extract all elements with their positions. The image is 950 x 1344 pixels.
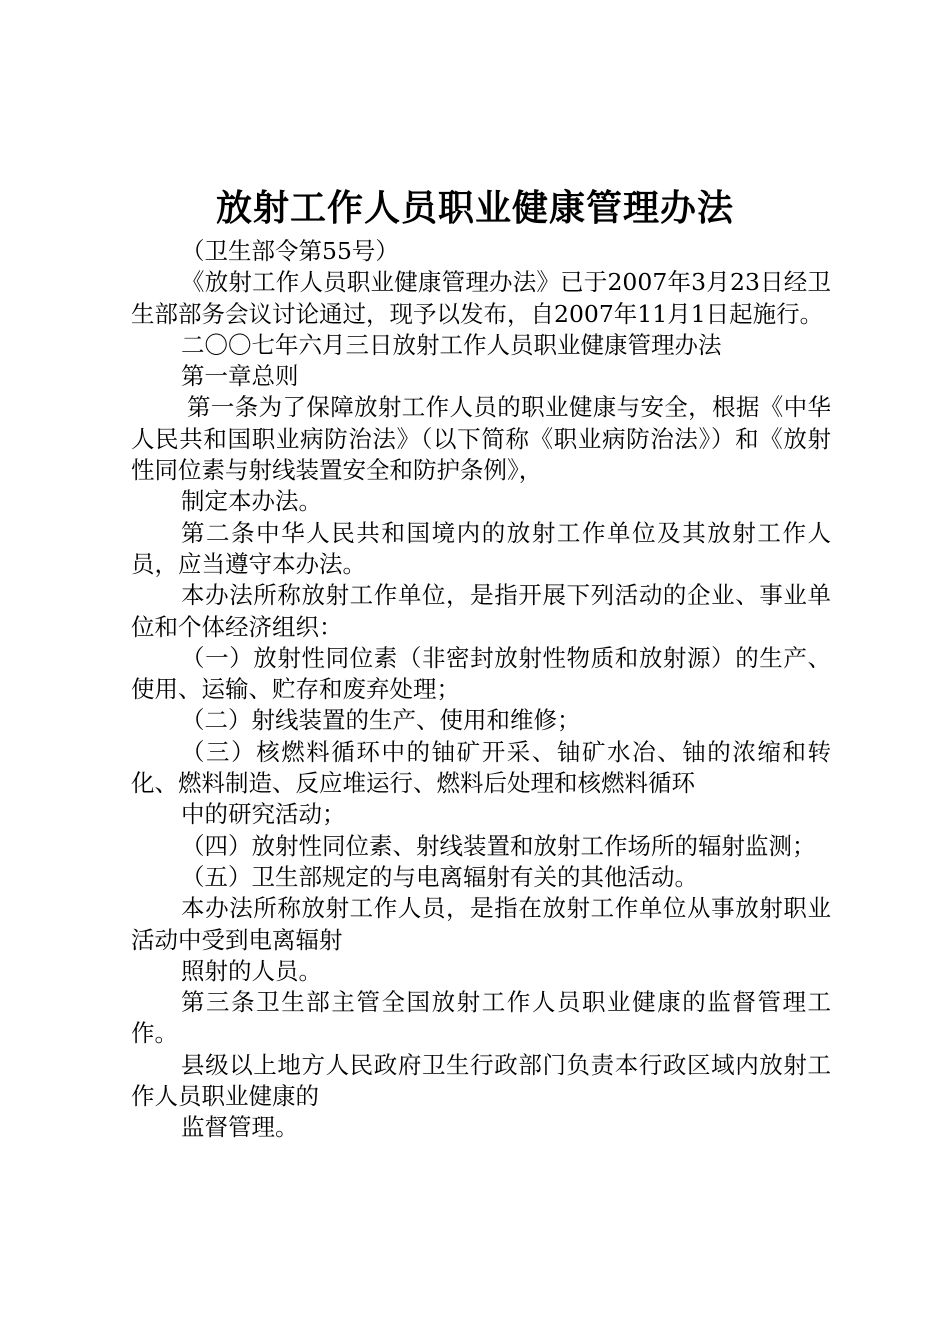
paragraph-worker-definition: 本办法所称放射工作人员，是指在放射工作单位从事放射职业活动中受到电离辐射 (131, 894, 831, 954)
list-item-3: （三）核燃料循环中的铀矿开采、铀矿水冶、铀的浓缩和转化、燃料制造、反应堆运行、燃料后处理和核燃料循环 (131, 737, 831, 798)
chapter-heading: 第一章总则 (181, 362, 299, 391)
document-title: 放射工作人员职业健康管理办法 (215, 187, 734, 229)
list-item-5: （五）卫生部规定的与电离辐射有关的其他活动。 (181, 862, 698, 891)
article-1-continuation: 制定本办法。 (181, 487, 322, 516)
article-1: 第一条为了保障放射工作人员的职业健康与安全，根据《中华人民共和国职业病防治法》（以下简称《职业病防治法》）和《放射性同位素与射线装置安全和防护条例》， (131, 393, 831, 485)
document-body (131, 236, 831, 1144)
article-2: 第二条中华人民共和国境内的放射工作单位及其放射工作人员，应当遵守本办法。 (131, 518, 831, 578)
article-3-local: 县级以上地方人民政府卫生行政部门负责本行政区域内放射工作人员职业健康的 (131, 1050, 831, 1111)
paragraph-announcement: 《放射工作人员职业健康管理办法》已于2007年3月23日经卫生部部务会议讨论通过，现予以发布，自2007年11月1日起施行。 (131, 268, 831, 328)
article-3: 第三条卫生部主管全国放射工作人员职业健康的监督管理工作。 (131, 988, 831, 1048)
article-2-definition: 本办法所称放射工作单位，是指开展下列活动的企业、事业单位和个体经济组织： (131, 581, 831, 641)
paragraph-date-title: 二〇〇七年六月三日放射工作人员职业健康管理办法 (181, 330, 722, 359)
article-3-local-continuation: 监督管理。 (181, 1113, 299, 1142)
list-item-1: （一）放射性同位素（非密封放射性物质和放射源）的生产、使用、运输、贮存和废弃处理； (131, 643, 831, 704)
list-item-2: （二）射线装置的生产、使用和维修； (181, 706, 581, 735)
paragraph-worker-definition-continuation: 照射的人员。 (181, 956, 322, 985)
list-item-4: （四）放射性同位素、射线装置和放射工作场所的辐射监测； (181, 831, 816, 860)
decree-number: （卫生部令第55号） (181, 237, 399, 265)
list-item-3-continuation: 中的研究活动； (181, 800, 346, 829)
